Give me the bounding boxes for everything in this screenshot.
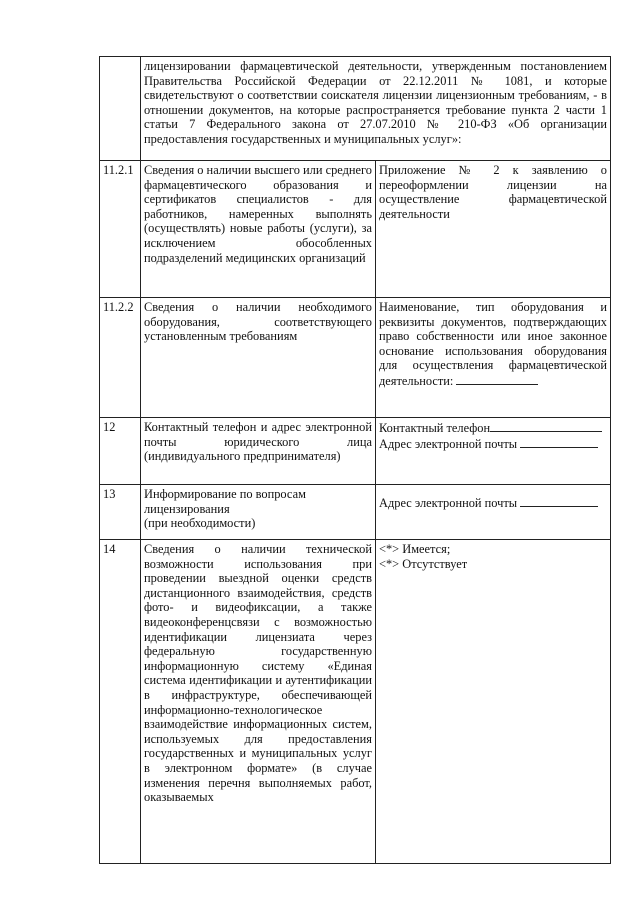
contact-phone-line: Контактный телефон xyxy=(379,420,607,436)
row-value: Наименование, тип оборудования и реквизиты документов, подтверждающих право собственности или иное законное основание использования оборудования для осуществления фармацевтической деятельности: xyxy=(376,298,611,418)
email-fill-line[interactable] xyxy=(520,436,598,448)
row-number xyxy=(100,57,141,161)
row-number: 12 xyxy=(100,418,141,485)
table-row xyxy=(100,161,611,298)
table-row xyxy=(100,418,611,485)
row-value xyxy=(376,540,611,864)
row-value: Приложение № 2 к заявлению о переоформлении лицензии на осуществление фармацевтической деятельности xyxy=(376,161,611,298)
option-available[interactable]: <*> Имеется; xyxy=(379,542,451,556)
option-absent[interactable]: <*> Отсутствует xyxy=(379,556,468,571)
application-form-table xyxy=(99,56,611,864)
table-row xyxy=(100,57,611,161)
continuation-text: лицензировании фармацевтической деятельности, утвержденным постановлением Правительства Российской Федерации от 22.12.2011 № 1081, и которые свидетельствуют о соответствии соискателя лицензии лицензионным требованиям, - в отношении документов, на которые распространяется требование пункта 2 части 1 статьи 7 Федерального закона от 27.07.2010 № 210-ФЗ «Об организации предоставления государственных и муниципальных услуг»: xyxy=(141,57,611,161)
table-row xyxy=(100,485,611,540)
email-line: Адрес электронной почты xyxy=(379,436,607,452)
row-number: 11.2.2 xyxy=(100,298,141,418)
email-fill-line[interactable] xyxy=(520,495,598,507)
row-label: Контактный телефон и адрес электронной почты юридического лица (индивидуального предпринимателя) xyxy=(141,418,376,485)
row-label: Сведения о наличии технической возможности использования при проведении выездной оценки средств дистанционного взаимодействия, средств фото- и видеофиксации, а также видеоконференцсвязи с возможностью идентификации лицензиата через федеральную государственную информационную систему «Единая система идентификации и аутентификации в инфраструктуре, обеспечивающей информационно-технологическое взаимодействие информационных систем, используемых для предоставления государственных и муниципальных услуг в электронном формате» (в случае изменения перечня выполняемых работ, оказываемых xyxy=(141,540,376,864)
row-value xyxy=(376,418,611,485)
table-row xyxy=(100,540,611,864)
row-number: 14 xyxy=(100,540,141,864)
row-label: Сведения о наличии высшего или среднего фармацевтического образования и сертификатов специалистов - для работников, намеренных выполнять (осуществлять) новые работы (услуги), за исключением обособленных подразделений медицинских организаций xyxy=(141,161,376,298)
fill-in-line[interactable] xyxy=(456,373,538,385)
row-label: Сведения о наличии необходимого оборудования, соответствующего установленным требованиям xyxy=(141,298,376,418)
row-number: 13 xyxy=(100,485,141,540)
phone-fill-line[interactable] xyxy=(490,420,602,432)
row-value: Адрес электронной почты xyxy=(376,485,611,540)
row-number: 11.2.1 xyxy=(100,161,141,298)
row-label: Информирование по вопросам лицензирования (при необходимости) xyxy=(141,485,376,540)
table-row xyxy=(100,298,611,418)
